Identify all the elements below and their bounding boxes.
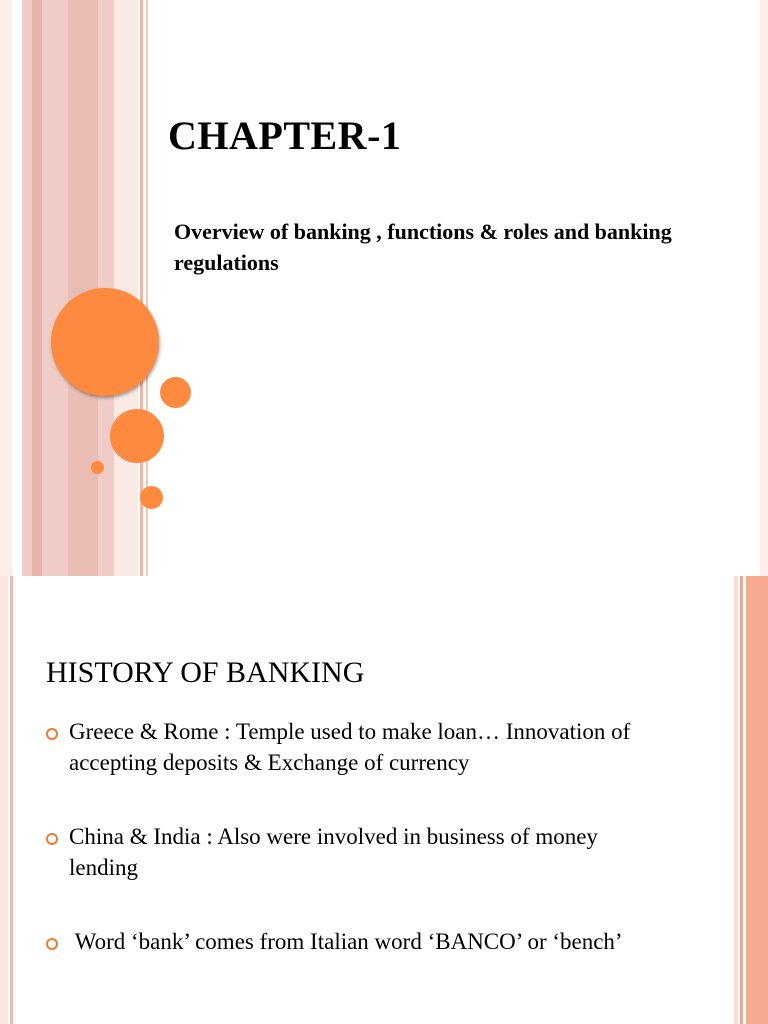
bullet-item — [46, 926, 666, 957]
orange-ring-bullet-icon — [46, 938, 58, 950]
decor-stripe — [734, 576, 738, 1024]
chapter-title: CHAPTER-1 — [168, 113, 402, 158]
bullet-text: Greece & Rome : Temple used to make loan… Innovation of accepting deposits & Exchange of currency — [69, 719, 631, 775]
decor-stripe — [740, 576, 743, 1024]
bullet-text: Word ‘bank’ comes from Italian word ‘BANCO’ or ‘bench’ — [69, 929, 623, 954]
bullet-list — [46, 716, 666, 957]
decor-stripe — [32, 0, 42, 576]
decor-circle-medium — [110, 409, 164, 463]
decor-stripe — [68, 0, 98, 576]
decor-stripe — [114, 0, 138, 576]
decor-stripe — [0, 0, 12, 576]
decor-stripe — [10, 576, 13, 1024]
bullet-item — [46, 821, 666, 883]
bullet-item — [46, 716, 666, 778]
decor-circle-small — [160, 377, 191, 408]
slide-history-of-banking — [0, 576, 768, 1024]
decor-stripe — [760, 0, 768, 576]
chapter-subtitle: Overview of banking , functions & roles and banking regulations — [174, 219, 672, 275]
orange-ring-bullet-icon — [46, 728, 58, 740]
bullet-text: China & India : Also were involved in business of money lending — [69, 824, 598, 880]
decor-circle-tiny — [91, 461, 104, 474]
decor-stripe — [0, 576, 8, 1024]
decor-circle-small — [140, 486, 163, 509]
decor-stripe — [746, 576, 768, 1024]
decor-circle-large — [51, 288, 159, 396]
orange-ring-bullet-icon — [46, 833, 58, 845]
section-title: HISTORY OF BANKING — [46, 656, 365, 689]
